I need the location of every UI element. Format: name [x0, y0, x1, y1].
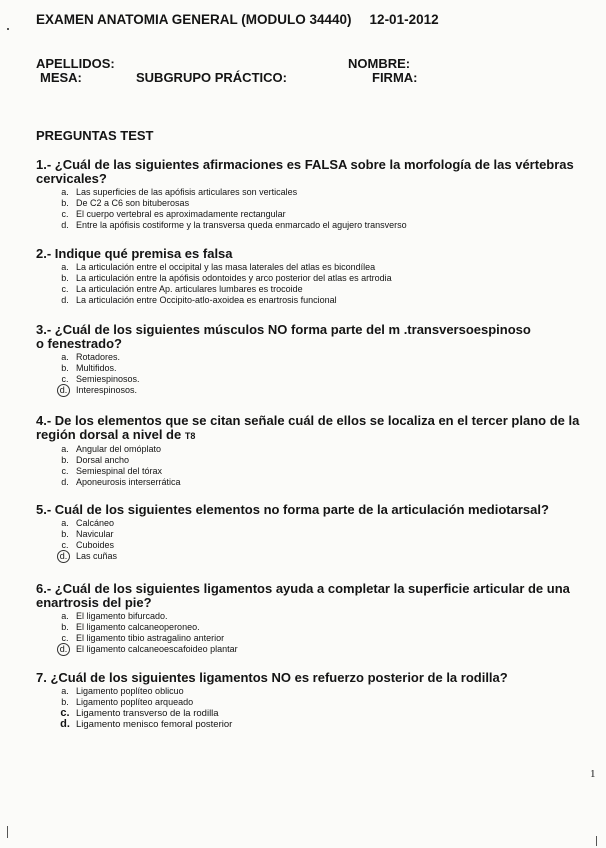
option-text: Cuboides — [76, 540, 115, 550]
option-text: Las cuñas — [76, 551, 118, 561]
option-text: Aponeurosis interserrática — [76, 477, 181, 487]
option-text: La articulación entre Occipito-atlo-axoidea es enartrosis funcional — [76, 295, 337, 305]
question-text: 1.- ¿Cuál de las siguientes afirmaciones es FALSA sobre la morfología de las vértebras cervicales? — [36, 157, 574, 186]
option-d[interactable] — [36, 295, 592, 306]
option-a[interactable] — [36, 518, 592, 529]
option-text: El cuerpo vertebral es aproximadamente rectangular — [76, 209, 286, 219]
option-text: La articulación entre la apófisis odontoides y arco posterior del atlas es artrodia — [76, 273, 392, 283]
option-letter: a. — [61, 686, 69, 696]
scan-speck — [7, 28, 9, 30]
option-b[interactable] — [36, 697, 592, 708]
option-a[interactable] — [36, 352, 536, 363]
option-letter: d. — [61, 295, 69, 305]
option-list — [36, 686, 592, 730]
option-letter: b. — [61, 273, 69, 283]
option-letter: b. — [61, 697, 69, 707]
mesa-label: MESA: — [40, 70, 82, 85]
option-letter: a. — [61, 518, 69, 528]
option-b[interactable] — [36, 622, 592, 633]
option-letter: c. — [61, 540, 69, 550]
apellidos-label: APELLIDOS: — [36, 56, 115, 71]
option-text: Ligamento transverso de la rodilla — [76, 708, 219, 719]
option-letter: b. — [61, 198, 69, 208]
option-c[interactable] — [36, 540, 592, 551]
option-c[interactable] — [36, 466, 592, 477]
option-text: De C2 a C6 son bituberosas — [76, 198, 190, 208]
exam-title-text: EXAMEN ANATOMIA GENERAL (MODULO 34440) — [36, 12, 352, 27]
option-a[interactable] — [36, 686, 592, 697]
option-text: Rotadores. — [76, 352, 121, 362]
option-b[interactable] — [36, 363, 536, 374]
option-text: La articulación entre Ap. articulares lumbares es trocoide — [76, 284, 303, 294]
option-b[interactable] — [36, 455, 592, 466]
option-letter: d. — [57, 550, 70, 563]
question-4 — [36, 414, 592, 488]
option-letter: b. — [61, 622, 69, 632]
option-text: La articulación entre el occipital y las masa laterales del atlas es bicondílea — [76, 262, 376, 272]
option-text: Multifidos. — [76, 363, 117, 373]
question-2 — [36, 247, 592, 306]
option-d[interactable] — [36, 220, 592, 231]
question-text: 7. ¿Cuál de los siguientes ligamentos NO es refuerzo posterior de la rodilla? — [36, 670, 508, 685]
question-text: 3.- ¿Cuál de los siguientes músculos NO forma parte del m .transversoespinoso o fenestrado? — [36, 322, 531, 351]
option-list — [36, 262, 592, 306]
option-letter: c. — [61, 209, 69, 219]
section-title: PREGUNTAS TEST — [36, 128, 154, 143]
option-list — [36, 518, 592, 562]
option-text: El ligamento calcaneoescafoideo plantar — [76, 644, 238, 654]
option-c[interactable] — [36, 708, 592, 719]
option-d[interactable] — [36, 644, 592, 655]
option-letter: d. — [61, 477, 69, 487]
option-list — [36, 352, 536, 396]
option-c[interactable] — [36, 209, 592, 220]
exam-title — [36, 12, 439, 27]
option-list — [36, 611, 592, 655]
option-letter: c. — [61, 633, 69, 643]
option-list — [36, 444, 592, 488]
option-d[interactable] — [36, 719, 592, 730]
nombre-label: NOMBRE: — [348, 56, 411, 71]
option-text: El ligamento bifurcado. — [76, 611, 168, 621]
option-b[interactable] — [36, 529, 592, 540]
option-c[interactable] — [36, 284, 592, 295]
question-text: 2.- Indique qué premisa es falsa — [36, 246, 233, 261]
option-text: Navicular — [76, 529, 114, 539]
firma-label: FIRMA: — [372, 70, 418, 85]
option-text: Entre la apófisis costiforme y la transversa queda enmarcado el agujero transverso — [76, 220, 407, 230]
option-c[interactable] — [36, 633, 592, 644]
exam-date: 12-01-2012 — [369, 12, 439, 27]
option-b[interactable] — [36, 198, 592, 209]
question-7 — [36, 671, 592, 730]
option-letter: c. — [61, 466, 69, 476]
option-letter: b. — [61, 363, 69, 373]
option-letter: d. — [60, 718, 70, 730]
vertebra-level: T8 — [184, 431, 196, 441]
option-letter: d. — [61, 220, 69, 230]
question-text-body: 4.- De los elementos que se citan señale cuál de ellos se localiza en el tercer plano de la región dorsal a nivel de — [36, 413, 580, 442]
option-text: Dorsal ancho — [76, 455, 130, 465]
subgrupo-label: SUBGRUPO PRÁCTICO: — [136, 70, 287, 85]
option-d[interactable] — [36, 551, 592, 562]
option-text: Interespinosos. — [76, 385, 138, 395]
scan-speck — [7, 826, 8, 838]
option-d[interactable] — [36, 477, 592, 488]
option-letter: a. — [61, 611, 69, 621]
question-text — [36, 414, 592, 443]
option-letter: c. — [61, 374, 69, 384]
option-a[interactable] — [36, 262, 592, 273]
option-a[interactable] — [36, 611, 592, 622]
option-text: Ligamento poplíteo oblicuo — [76, 686, 184, 696]
question-6 — [36, 582, 592, 655]
option-d[interactable] — [36, 385, 536, 396]
option-text: Semiespinal del tórax — [76, 466, 163, 476]
option-letter: c. — [60, 707, 70, 719]
question-5 — [36, 503, 592, 562]
question-text: 5.- Cuál de los siguientes elementos no forma parte de la articulación mediotarsal? — [36, 502, 549, 517]
option-letter: d. — [57, 643, 70, 656]
option-letter: b. — [61, 455, 69, 465]
option-a[interactable] — [36, 444, 592, 455]
page-number: 1 — [590, 768, 596, 780]
option-letter: d. — [57, 384, 70, 397]
option-text: Las superficies de las apófisis articulares son verticales — [76, 187, 298, 197]
scan-speck — [596, 836, 597, 846]
option-text: El ligamento tibio astragalino anterior — [76, 633, 225, 643]
option-a[interactable] — [36, 187, 592, 198]
option-letter: a. — [61, 262, 69, 272]
option-text: Angular del omóplato — [76, 444, 162, 454]
option-letter: a. — [61, 444, 69, 454]
option-c[interactable] — [36, 374, 536, 385]
option-list — [36, 187, 592, 231]
option-b[interactable] — [36, 273, 592, 284]
question-text: 6.- ¿Cuál de los siguientes ligamentos ayuda a completar la superficie articular de una enartrosis del pie? — [36, 581, 570, 610]
option-letter: b. — [61, 529, 69, 539]
question-1 — [36, 158, 592, 231]
option-text: Calcáneo — [76, 518, 115, 528]
option-text: Semiespinosos. — [76, 374, 140, 384]
option-text: El ligamento calcaneoperoneo. — [76, 622, 200, 632]
option-text: Ligamento menisco femoral posterior — [76, 719, 233, 730]
option-letter: a. — [61, 352, 69, 362]
option-letter: c. — [61, 284, 69, 294]
option-text: Ligamento poplíteo arqueado — [76, 697, 194, 707]
option-letter: a. — [61, 187, 69, 197]
question-3 — [36, 323, 536, 396]
